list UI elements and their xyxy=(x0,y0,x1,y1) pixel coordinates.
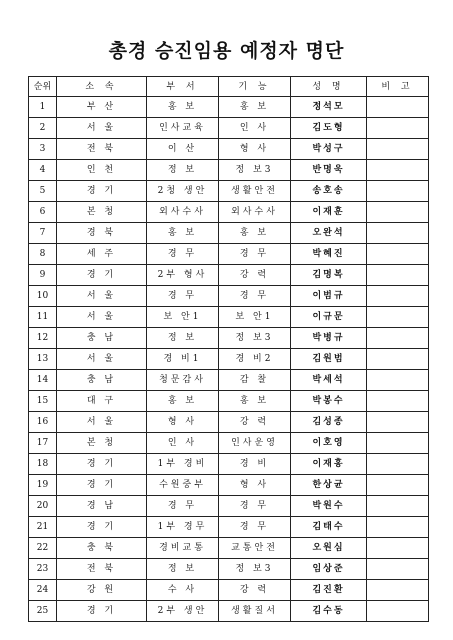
cell-function: 홍 보 xyxy=(219,223,291,244)
cell-rank: 11 xyxy=(29,307,57,328)
header-function: 기 능 xyxy=(219,77,291,97)
cell-department: 수원중부 xyxy=(147,475,219,496)
cell-region: 세 주 xyxy=(57,244,147,265)
cell-department: 1부 경비 xyxy=(147,454,219,475)
table-row xyxy=(29,181,429,202)
cell-note xyxy=(367,559,429,580)
cell-note xyxy=(367,286,429,307)
cell-note xyxy=(367,118,429,139)
cell-region: 부 산 xyxy=(57,97,147,118)
cell-function: 정 보3 xyxy=(219,160,291,181)
cell-rank: 7 xyxy=(29,223,57,244)
table-row xyxy=(29,265,429,286)
cell-function: 경 비2 xyxy=(219,349,291,370)
cell-function: 형 사 xyxy=(219,139,291,160)
cell-department: 2부 형사 xyxy=(147,265,219,286)
cell-name: 정석모 xyxy=(291,97,367,118)
table-row xyxy=(29,244,429,265)
cell-department: 경 무 xyxy=(147,244,219,265)
cell-region: 경 남 xyxy=(57,496,147,517)
cell-region: 서 울 xyxy=(57,307,147,328)
cell-rank: 1 xyxy=(29,97,57,118)
cell-function: 홍 보 xyxy=(219,97,291,118)
header-department: 부 서 xyxy=(147,77,219,97)
cell-department: 청문감사 xyxy=(147,370,219,391)
cell-function: 강 력 xyxy=(219,580,291,601)
cell-name: 이재훈 xyxy=(291,202,367,223)
cell-function: 형 사 xyxy=(219,475,291,496)
cell-function: 보 안1 xyxy=(219,307,291,328)
cell-note xyxy=(367,307,429,328)
cell-region: 서 울 xyxy=(57,286,147,307)
cell-note xyxy=(367,328,429,349)
table-row xyxy=(29,538,429,559)
table-row xyxy=(29,475,429,496)
cell-region: 충 남 xyxy=(57,370,147,391)
cell-rank: 9 xyxy=(29,265,57,286)
table-row xyxy=(29,328,429,349)
table-row xyxy=(29,601,429,622)
cell-name: 김명복 xyxy=(291,265,367,286)
cell-department: 홍 보 xyxy=(147,223,219,244)
table-row xyxy=(29,370,429,391)
cell-rank: 21 xyxy=(29,517,57,538)
cell-rank: 19 xyxy=(29,475,57,496)
cell-note xyxy=(367,454,429,475)
table-row xyxy=(29,223,429,244)
cell-function: 인 사 xyxy=(219,118,291,139)
cell-name: 임상준 xyxy=(291,559,367,580)
cell-department: 1부 경무 xyxy=(147,517,219,538)
cell-function: 강 력 xyxy=(219,412,291,433)
cell-department: 정 보 xyxy=(147,559,219,580)
cell-region: 서 울 xyxy=(57,412,147,433)
cell-name: 이재홍 xyxy=(291,454,367,475)
cell-name: 반명욱 xyxy=(291,160,367,181)
cell-rank: 25 xyxy=(29,601,57,622)
cell-function: 경 무 xyxy=(219,517,291,538)
cell-department: 경 무 xyxy=(147,496,219,517)
cell-function: 정 보3 xyxy=(219,559,291,580)
cell-name: 김수동 xyxy=(291,601,367,622)
table-row xyxy=(29,433,429,454)
table-row xyxy=(29,307,429,328)
cell-region: 경 기 xyxy=(57,181,147,202)
table-row xyxy=(29,496,429,517)
cell-rank: 13 xyxy=(29,349,57,370)
cell-name: 박세석 xyxy=(291,370,367,391)
cell-rank: 23 xyxy=(29,559,57,580)
table-row xyxy=(29,97,429,118)
cell-note xyxy=(367,496,429,517)
cell-region: 경 기 xyxy=(57,475,147,496)
cell-note xyxy=(367,475,429,496)
cell-function: 교통안전 xyxy=(219,538,291,559)
cell-rank: 24 xyxy=(29,580,57,601)
cell-name: 김진환 xyxy=(291,580,367,601)
cell-region: 충 북 xyxy=(57,538,147,559)
header-row xyxy=(29,77,429,97)
table-row xyxy=(29,286,429,307)
cell-department: 이 산 xyxy=(147,139,219,160)
cell-name: 김태수 xyxy=(291,517,367,538)
cell-name: 박원수 xyxy=(291,496,367,517)
roster-table xyxy=(28,76,429,622)
cell-region: 강 원 xyxy=(57,580,147,601)
cell-department: 2부 생안 xyxy=(147,601,219,622)
cell-region: 충 남 xyxy=(57,328,147,349)
cell-region: 인 천 xyxy=(57,160,147,181)
cell-rank: 16 xyxy=(29,412,57,433)
cell-rank: 5 xyxy=(29,181,57,202)
cell-note xyxy=(367,580,429,601)
cell-note xyxy=(367,370,429,391)
cell-note xyxy=(367,391,429,412)
table-row xyxy=(29,160,429,181)
table-row xyxy=(29,118,429,139)
table-row xyxy=(29,559,429,580)
cell-note xyxy=(367,265,429,286)
cell-name: 박혜진 xyxy=(291,244,367,265)
cell-department: 인사교육 xyxy=(147,118,219,139)
cell-region: 본 청 xyxy=(57,202,147,223)
cell-rank: 22 xyxy=(29,538,57,559)
cell-function: 경 비 xyxy=(219,454,291,475)
cell-region: 서 울 xyxy=(57,118,147,139)
cell-note xyxy=(367,349,429,370)
cell-name: 김성종 xyxy=(291,412,367,433)
cell-note xyxy=(367,244,429,265)
header-name: 성 명 xyxy=(291,77,367,97)
cell-note xyxy=(367,202,429,223)
table-row xyxy=(29,139,429,160)
cell-rank: 6 xyxy=(29,202,57,223)
cell-rank: 2 xyxy=(29,118,57,139)
cell-function: 생활안전 xyxy=(219,181,291,202)
cell-name: 박병규 xyxy=(291,328,367,349)
cell-rank: 15 xyxy=(29,391,57,412)
cell-department: 경 무 xyxy=(147,286,219,307)
cell-note xyxy=(367,538,429,559)
cell-region: 본 청 xyxy=(57,433,147,454)
cell-function: 경 무 xyxy=(219,286,291,307)
cell-department: 정 보 xyxy=(147,328,219,349)
cell-name: 이범규 xyxy=(291,286,367,307)
cell-note xyxy=(367,97,429,118)
header-region: 소 속 xyxy=(57,77,147,97)
cell-department: 경 비1 xyxy=(147,349,219,370)
cell-note xyxy=(367,601,429,622)
cell-department: 홍 보 xyxy=(147,97,219,118)
cell-department: 2청 생안 xyxy=(147,181,219,202)
cell-note xyxy=(367,160,429,181)
cell-function: 강 력 xyxy=(219,265,291,286)
table-row xyxy=(29,391,429,412)
table-row xyxy=(29,202,429,223)
cell-note xyxy=(367,517,429,538)
cell-rank: 17 xyxy=(29,433,57,454)
cell-name: 오완석 xyxy=(291,223,367,244)
cell-region: 전 북 xyxy=(57,559,147,580)
cell-rank: 12 xyxy=(29,328,57,349)
cell-note xyxy=(367,433,429,454)
cell-region: 경 기 xyxy=(57,265,147,286)
cell-function: 인사운영 xyxy=(219,433,291,454)
page-title: 총경 승진임용 예정자 명단 xyxy=(108,40,345,62)
cell-note xyxy=(367,181,429,202)
cell-name: 한상균 xyxy=(291,475,367,496)
header-rank: 순위 xyxy=(29,77,57,97)
cell-name: 송호송 xyxy=(291,181,367,202)
cell-department: 홍 보 xyxy=(147,391,219,412)
cell-function: 외사수사 xyxy=(219,202,291,223)
cell-rank: 14 xyxy=(29,370,57,391)
cell-function: 정 보3 xyxy=(219,328,291,349)
cell-region: 서 울 xyxy=(57,349,147,370)
cell-rank: 20 xyxy=(29,496,57,517)
cell-region: 경 기 xyxy=(57,601,147,622)
table-row xyxy=(29,454,429,475)
cell-department: 수 사 xyxy=(147,580,219,601)
table-row xyxy=(29,349,429,370)
cell-region: 경 기 xyxy=(57,517,147,538)
cell-function: 경 무 xyxy=(219,496,291,517)
table-row xyxy=(29,580,429,601)
cell-note xyxy=(367,412,429,433)
cell-department: 정 보 xyxy=(147,160,219,181)
cell-department: 경비교통 xyxy=(147,538,219,559)
cell-region: 전 북 xyxy=(57,139,147,160)
header-note: 비 고 xyxy=(367,77,429,97)
cell-department: 형 사 xyxy=(147,412,219,433)
cell-function: 감 찰 xyxy=(219,370,291,391)
cell-region: 경 기 xyxy=(57,454,147,475)
cell-rank: 18 xyxy=(29,454,57,475)
cell-function: 생활질서 xyxy=(219,601,291,622)
cell-name: 오원심 xyxy=(291,538,367,559)
cell-department: 인 사 xyxy=(147,433,219,454)
table-row xyxy=(29,412,429,433)
cell-name: 이호영 xyxy=(291,433,367,454)
cell-rank: 8 xyxy=(29,244,57,265)
cell-rank: 4 xyxy=(29,160,57,181)
cell-name: 이규문 xyxy=(291,307,367,328)
cell-rank: 3 xyxy=(29,139,57,160)
roster-body xyxy=(29,97,429,622)
cell-rank: 10 xyxy=(29,286,57,307)
cell-name: 박성구 xyxy=(291,139,367,160)
cell-name: 김도형 xyxy=(291,118,367,139)
cell-department: 외사수사 xyxy=(147,202,219,223)
cell-function: 경 무 xyxy=(219,244,291,265)
cell-region: 경 북 xyxy=(57,223,147,244)
table-row xyxy=(29,517,429,538)
cell-department: 보 안1 xyxy=(147,307,219,328)
cell-name: 박봉수 xyxy=(291,391,367,412)
cell-name: 김원범 xyxy=(291,349,367,370)
cell-function: 홍 보 xyxy=(219,391,291,412)
cell-note xyxy=(367,223,429,244)
cell-region: 대 구 xyxy=(57,391,147,412)
cell-note xyxy=(367,139,429,160)
